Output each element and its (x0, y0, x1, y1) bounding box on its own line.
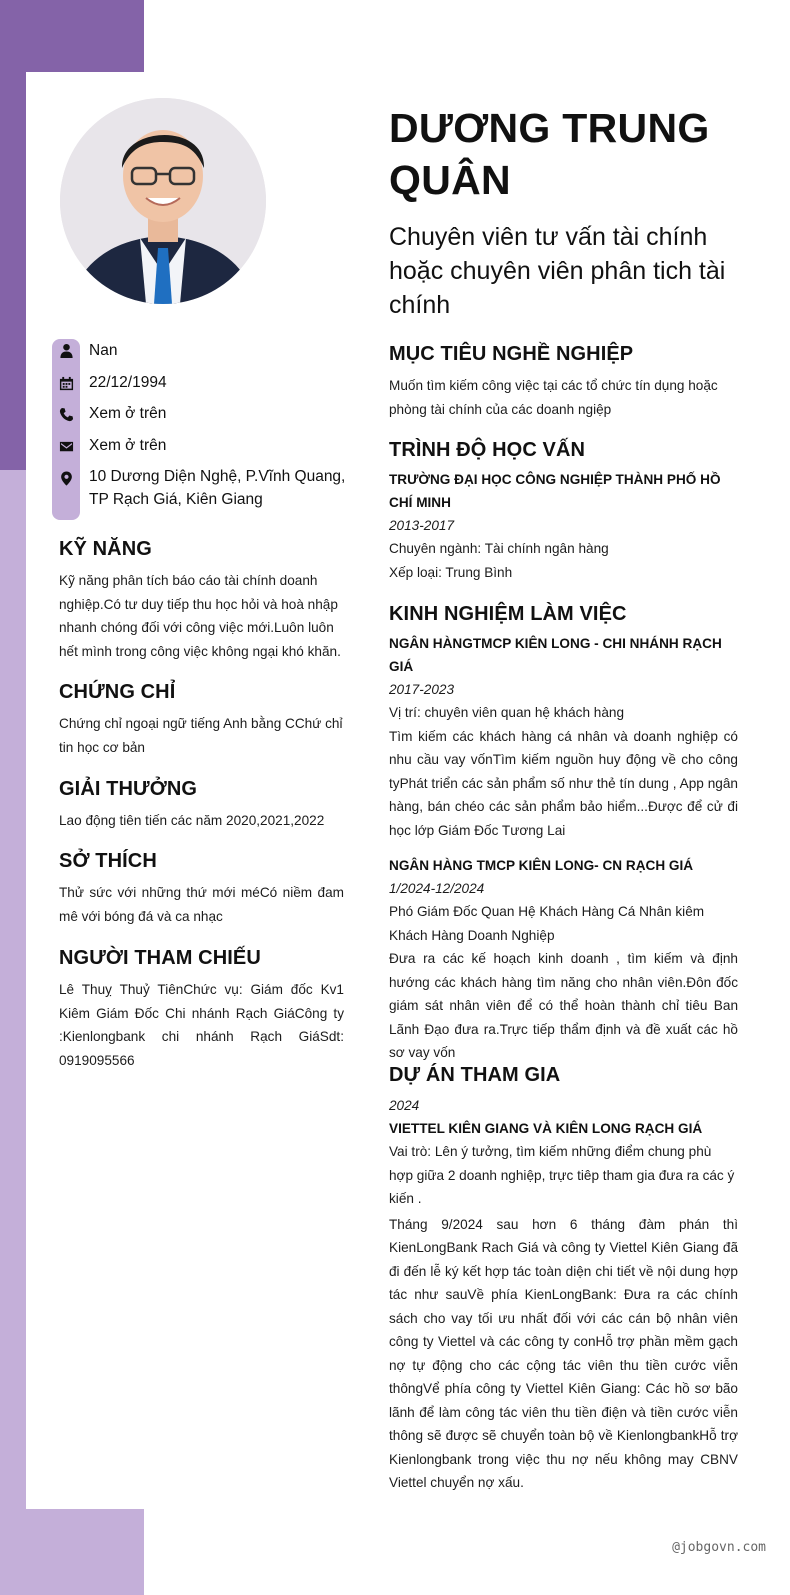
education-period: 2013-2017 (389, 518, 455, 533)
job-company: NGÂN HÀNGTMCP KIÊN LONG - CHI NHÁNH RẠCH GIÁ (389, 636, 722, 674)
job-entry (389, 632, 738, 842)
skills-text: Kỹ năng phân tích báo cáo tài chính doanh nghiệp.Có tư duy tiếp thu học hỏi và hoà nhập nhanh chóng đối với công việc mới.Luôn luôn hết mình trong công việc không ngại khó khăn. (59, 573, 341, 659)
watermark: @jobgovn.com (672, 1540, 766, 1555)
job-role: Phó Giám Đốc Quan Hệ Khách Hàng Cá Nhân kiêm Khách Hàng Doanh Nghiệp (389, 904, 705, 943)
projects-heading: DỰ ÁN THAM GIA (389, 1064, 561, 1086)
objective-heading: MỤC TIÊU NGHỀ NGHIỆP (389, 343, 634, 365)
references-text: Lê Thuỵ Thuỷ TiênChức vụ: Giám đốc Kv1 Kiêm Giám Đốc Chi nhánh Rạch GiáCông ty :Kienlongbank chi nhánh Rạch GiáSdt: 0919095566 (59, 982, 344, 1068)
job-period: 2017-2023 (389, 682, 455, 697)
education-rank: Xếp loại: Trung Bình (389, 564, 513, 580)
project-year: 2024 (389, 1098, 420, 1113)
hobbies-section (59, 848, 344, 928)
awards-text: Lao động tiên tiến các năm 2020,2021,2022 (59, 813, 325, 828)
birthday-text: 22/12/1994 (89, 374, 167, 391)
awards-heading: GIẢI THƯỞNG (59, 778, 198, 800)
mail-icon (52, 436, 80, 456)
objective-text: Muốn tìm kiếm công việc tại các tổ chức tín dụng hoặc phòng tài chính của các doanh ngiệp (389, 378, 718, 417)
experience-section (389, 601, 738, 1065)
education-heading: TRÌNH ĐỘ HỌC VẤN (389, 439, 586, 461)
skills-heading: KỸ NĂNG (59, 538, 152, 560)
calendar-icon (52, 373, 80, 393)
contact-icon-strip (52, 339, 80, 520)
candidate-title: Chuyên viên tư vấn tài chính hoặc chuyên viên phân tich tài chính (389, 223, 726, 319)
job-period: 1/2024-12/2024 (389, 881, 485, 896)
project-role: Vai trò: Lên ý tưởng, tìm kiếm những điểm chung phù hợp giữa 2 doanh nghiệp, trực tiêp tham gia đưa ra các ý kiến . (389, 1144, 735, 1206)
awards-section (59, 776, 344, 833)
header-block (389, 102, 738, 322)
certificates-heading: CHỨNG CHỈ (59, 681, 176, 703)
certificates-text: Chứng chỉ ngoại ngữ tiếng Anh bằng CChứ chỉ tin học cơ bản (59, 716, 343, 755)
references-section (59, 945, 344, 1072)
location-pin-icon (52, 468, 80, 488)
job-company: NGÂN HÀNG TMCP KIÊN LONG- CN RẠCH GIÁ (389, 858, 694, 873)
job-description: Đưa ra các kế hoạch kinh doanh , tìm kiếm và định hướng các khách hàng tìm năng cho nhân viên.Đôn đốc giám sát nhân viên để có thể hoàn thành chỉ tiêu Ban Lãnh Đạo đưa ra.Trực tiếp thẩm định và đề xuất các hồ sơ vay vốn (389, 951, 738, 1060)
job-entry (389, 854, 738, 1065)
address-text: 10 Dương Diện Nghệ, P.Vĩnh Quang, TP Rạch Giá, Kiên Giang (89, 468, 346, 508)
avatar-illustration (60, 98, 266, 304)
phone-icon (52, 404, 80, 424)
project-description: Tháng 9/2024 sau hơn 6 tháng đàm phán thì KienLongBank Rach Giá và công ty Viettel Kiên Giang đã đi đến lễ ký kết hợp tác toàn diện chi tiết về nội dung hợp tác như sauVề phía KienLongBank: Đưa ra các chính sách cho vay tối ưu nhất đối với các cán bộ nhân viên công ty Viettel và các công ty conHỗ trợ phần mềm gạch nợ tự động cho các cộng tác viên thu tiền cước viễn thôngVể phía công ty Viettel Kiên Giang: Các hồ sơ bão lãnh để làm công tác viên thu tiền điện và tiền cước viễn thông sẽ được sẽ chuyển toàn bộ về KienlongbankHỗ trợ Kienlongbank trong việc thu nợ nếu không may CBNV Viettel chuyển nợ xấu. (389, 1216, 738, 1490)
education-major: Chuyên ngành: Tài chính ngân hàng (389, 541, 609, 556)
candidate-name: DƯƠNG TRUNG QUÂN (389, 105, 710, 203)
hobbies-text: Thử sức với những thứ mới méCó niềm đam mê với bóng đá và ca nhạc (59, 885, 344, 924)
projects-section (389, 1062, 738, 1495)
email-text: Xem ở trên (89, 437, 167, 454)
hobbies-heading: SỞ THÍCH (59, 850, 157, 872)
education-school: TRƯỜNG ĐẠI HỌC CÔNG NGHIỆP THÀNH PHỐ HỒ CHÍ MINH (389, 472, 721, 510)
skills-section (59, 536, 344, 663)
phone-text: Xem ở trên (89, 405, 167, 422)
objective-section (389, 341, 738, 421)
job-role: Vị trí: chuyên viên quan hệ khách hàng (389, 705, 625, 720)
references-heading: NGƯỜI THAM CHIẾU (59, 947, 261, 969)
experience-heading: KINH NGHIỆM LÀM VIỆC (389, 603, 627, 625)
user-icon (52, 340, 80, 360)
project-name: VIETTEL KIÊN GIANG VÀ KIÊN LONG RẠCH GIÁ (389, 1121, 703, 1136)
job-description: Tìm kiếm các khách hàng cá nhân và doanh nghiệp có nhu cầu vay vốnTìm kiếm nguồn huy động về cho công tyPhát triển các sản phẩm số như thẻ tín dung , App ngân hàng, bán chéo các sản phẩm bảo hiểm...Được để cử đi học lớp Giám Đốc Tương Lai (389, 728, 738, 838)
gender-text: Nan (89, 342, 118, 359)
education-section (389, 437, 738, 584)
certificates-section (59, 679, 344, 759)
avatar (60, 98, 266, 304)
